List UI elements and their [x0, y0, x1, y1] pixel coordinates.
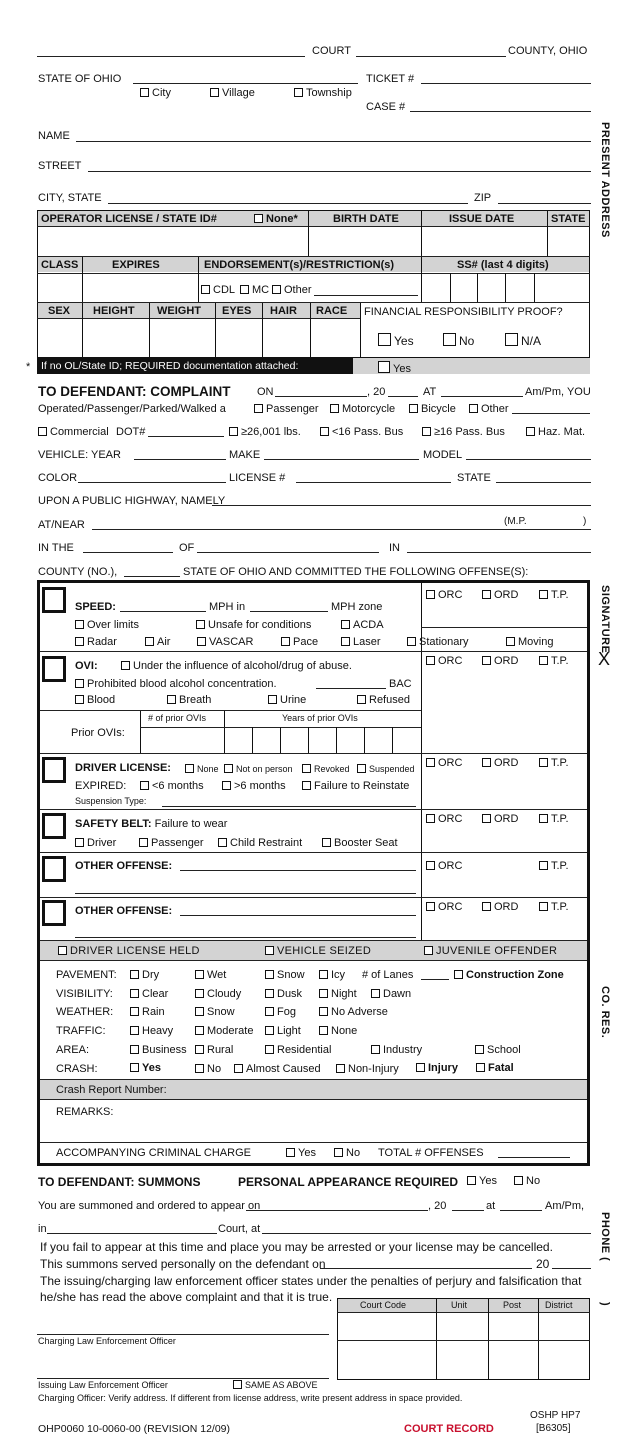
num-prior-label: # of prior OVIs: [148, 713, 207, 723]
safety-belt-box[interactable]: [42, 813, 66, 839]
speed-orc-checkbox[interactable]: ORC: [426, 590, 462, 601]
weather-label: WEATHER:: [56, 1006, 114, 1018]
traffic-none-checkbox[interactable]: None: [319, 1026, 357, 1037]
suspended-checkbox[interactable]: Suspended: [357, 764, 415, 774]
acda-checkbox[interactable]: ACDA: [341, 620, 384, 631]
suspension-type-label: Suspension Type:: [75, 796, 147, 806]
crash-report-label: Crash Report Number:: [56, 1084, 167, 1096]
other-offense-2-label: OTHER OFFENSE:: [75, 905, 173, 917]
pavement-wet-checkbox[interactable]: Wet: [195, 970, 226, 981]
ovi-orc-checkbox[interactable]: ORC: [426, 656, 462, 667]
dusk-checkbox[interactable]: Dusk: [265, 989, 302, 1000]
license-plate-label: LICENSE #: [229, 472, 286, 484]
prohibited-bac-checkbox[interactable]: Prohibited blood alcohol concentration.: [75, 679, 277, 690]
no-adverse-checkbox[interactable]: No Adverse: [319, 1007, 388, 1018]
state-header: STATE: [551, 213, 586, 225]
belt-orc-checkbox[interactable]: ORC: [426, 814, 462, 825]
other1-orc-checkbox[interactable]: ORC: [426, 861, 462, 872]
appearance-no-checkbox[interactable]: No: [514, 1176, 540, 1187]
pace-checkbox[interactable]: Pace: [281, 637, 318, 648]
asterisk: *: [26, 361, 31, 373]
urine-checkbox[interactable]: Urine: [268, 695, 306, 706]
fin-yes-checkbox[interactable]: Yes: [378, 333, 414, 347]
breath-checkbox[interactable]: Breath: [167, 695, 211, 706]
radar-checkbox[interactable]: Radar: [75, 637, 117, 648]
year-label: , 20: [367, 386, 386, 398]
commercial-checkbox[interactable]: Commercial: [38, 427, 109, 438]
hair-header: HAIR: [270, 305, 297, 317]
failure-to-wear-label: Failure to wear: [154, 818, 228, 830]
lt6-checkbox[interactable]: <6 months: [140, 781, 204, 792]
vehicle-seized-checkbox[interactable]: VEHICLE SEIZED: [265, 946, 371, 957]
heavy-checkbox[interactable]: Heavy: [130, 1026, 173, 1037]
dl-none-checkbox[interactable]: None: [185, 764, 219, 774]
under-influence-checkbox[interactable]: Under the influence of alcohol/drug of abuse.: [121, 661, 352, 672]
gvw-checkbox[interactable]: ≥26,001 lbs.: [229, 427, 301, 438]
speed-label: SPEED:: [75, 601, 116, 613]
juvenile-offender-checkbox[interactable]: JUVENILE OFFENDER: [424, 946, 557, 957]
accomp-no-checkbox[interactable]: No: [334, 1148, 360, 1159]
model-label: MODEL: [423, 449, 463, 461]
at-label: AT: [423, 386, 437, 398]
state-label: STATE OF OHIO: [38, 73, 122, 85]
class-header: CLASS: [41, 259, 79, 271]
speed-ord-checkbox[interactable]: ORD: [482, 590, 518, 601]
no-license-banner: If no OL/State ID; REQUIRED documentation attached:: [37, 358, 353, 374]
issuing-officer-label: Issuing Law Enforcement Officer: [38, 1380, 168, 1390]
signature-label: SIGNATURE: [599, 585, 611, 654]
present-address-label: PRESENT ADDRESS: [599, 122, 611, 238]
revoked-checkbox[interactable]: Revoked: [302, 764, 350, 774]
operator-license-header: OPERATOR LICENSE / STATE ID#: [41, 213, 217, 225]
fog-checkbox[interactable]: Fog: [265, 1007, 296, 1018]
total-offenses-label: TOTAL # OFFENSES: [378, 1147, 484, 1159]
summons-year-label: , 20: [428, 1200, 447, 1212]
plate-state-label: STATE: [457, 472, 491, 484]
mph-zone-label: MPH zone: [331, 601, 383, 613]
vascar-checkbox[interactable]: VASCAR: [197, 637, 253, 648]
expires-header: EXPIRES: [112, 259, 160, 271]
summons-in-label: in: [38, 1223, 47, 1235]
cloudy-checkbox[interactable]: Cloudy: [195, 989, 241, 1000]
dl-orc-checkbox[interactable]: ORC: [426, 758, 462, 769]
dl-ord-checkbox[interactable]: ORD: [482, 758, 518, 769]
years-prior-label: Years of prior OVIs: [282, 713, 358, 723]
post-header: Post: [503, 1300, 522, 1310]
mile-post-label: (M.P.: [504, 516, 527, 527]
served-text: This summons served personally on the defendant on: [40, 1257, 326, 1271]
form-code: [B6305]: [536, 1423, 571, 1434]
mc-checkbox[interactable]: MC: [240, 285, 269, 296]
street-label: STREET: [38, 160, 82, 172]
hazmat-checkbox[interactable]: Haz. Mat.: [526, 427, 585, 438]
accompanying-label: ACCOMPANYING CRIMINAL CHARGE: [56, 1147, 251, 1159]
offense-statement: STATE OF OHIO AND COMMITTED THE FOLLOWING OFFENSE(S):: [183, 566, 529, 578]
child-restraint-checkbox[interactable]: Child Restraint: [218, 838, 302, 849]
crash-label: CRASH:: [56, 1063, 98, 1075]
lanes-label: # of Lanes: [362, 969, 414, 981]
crash-no-checkbox[interactable]: No: [195, 1064, 221, 1075]
village-checkbox[interactable]: Village: [210, 88, 255, 99]
speed-box[interactable]: [42, 587, 66, 613]
bicycle-checkbox[interactable]: Bicycle: [409, 404, 456, 415]
name-label: NAME: [38, 130, 70, 142]
passenger-checkbox[interactable]: Passenger: [254, 404, 319, 415]
make-label: MAKE: [229, 449, 261, 461]
complaint-title: TO DEFENDANT: COMPLAINT: [38, 384, 231, 399]
moderate-checkbox[interactable]: Moderate: [195, 1026, 253, 1037]
phone-label: PHONE (: [599, 1212, 611, 1262]
in-the-label: IN THE: [38, 542, 74, 554]
bac-label: BAC: [389, 678, 412, 690]
court-code-header: Court Code: [360, 1300, 407, 1310]
unsafe-checkbox[interactable]: Unsafe for conditions: [196, 620, 311, 631]
motorcycle-checkbox[interactable]: Motorcycle: [330, 404, 395, 415]
dot-label: DOT#: [116, 426, 146, 438]
pavement-label: PAVEMENT:: [56, 969, 117, 981]
oshp-code: OSHP HP7: [530, 1410, 581, 1421]
ss-header: SS# (last 4 digits): [457, 259, 549, 271]
other1-tp-checkbox[interactable]: T.P.: [539, 861, 569, 872]
visibility-label: VISIBILITY:: [56, 988, 113, 1000]
other-endorsement-checkbox[interactable]: Other: [272, 285, 312, 296]
county-label: COUNTY, OHIO: [508, 45, 588, 57]
ovi-label: OVI:: [75, 660, 98, 672]
belt-driver-checkbox[interactable]: Driver: [75, 838, 116, 849]
cdl-checkbox[interactable]: CDL: [201, 285, 235, 296]
fin-na-checkbox[interactable]: N/A: [505, 333, 541, 347]
perjury-text: The issuing/charging law enforcement officer states under the penalties of perjury and falsification that: [40, 1274, 582, 1288]
other2-ord-checkbox[interactable]: ORD: [482, 902, 518, 913]
non-injury-checkbox[interactable]: Non-Injury: [336, 1064, 399, 1075]
co-res-label: CO. RES.: [599, 986, 611, 1039]
financial-responsibility-label: FINANCIAL RESPONSIBILITY PROOF?: [364, 306, 563, 318]
business-checkbox[interactable]: Business: [130, 1045, 187, 1056]
court-label: COURT: [312, 45, 351, 57]
mph-in-label: MPH in: [209, 601, 246, 613]
operated-label: Operated/Passenger/Parked/Walked a: [38, 403, 226, 415]
fatal-checkbox[interactable]: Fatal: [476, 1063, 514, 1074]
personal-appearance-label: PERSONAL APPEARANCE REQUIRED: [238, 1175, 459, 1189]
served-year-label: 20: [536, 1257, 550, 1271]
pavement-icy-checkbox[interactable]: Icy: [319, 970, 345, 981]
driver-license-box[interactable]: [42, 757, 66, 783]
on-label: ON: [257, 386, 274, 398]
same-as-above-checkbox[interactable]: SAME AS ABOVE: [233, 1380, 318, 1390]
laser-checkbox[interactable]: Laser: [341, 637, 381, 648]
rain-checkbox[interactable]: Rain: [130, 1007, 165, 1018]
other-offense-1-box[interactable]: [42, 856, 66, 882]
dl-tp-checkbox[interactable]: T.P.: [539, 758, 569, 769]
over-limits-checkbox[interactable]: Over limits: [75, 620, 139, 631]
endorsements-header: ENDORSEMENT(s)/RESTRICTION(s): [204, 259, 395, 271]
night-checkbox[interactable]: Night: [319, 989, 357, 1000]
color-label: COLOR: [38, 472, 78, 484]
mile-post-close: ): [583, 516, 587, 527]
residential-checkbox[interactable]: Residential: [265, 1045, 331, 1056]
refused-checkbox[interactable]: Refused: [357, 695, 410, 706]
city-state-label: CITY, STATE: [38, 192, 102, 204]
summons-at-label: at: [486, 1200, 496, 1212]
unit-header: Unit: [451, 1300, 468, 1310]
issue-date-header: ISSUE DATE: [449, 213, 515, 225]
documentation-yes-checkbox[interactable]: Yes: [378, 361, 411, 375]
of-label: OF: [179, 542, 195, 554]
industry-checkbox[interactable]: Industry: [371, 1045, 422, 1056]
pavement-snow-checkbox[interactable]: Snow: [265, 970, 305, 981]
lt16-checkbox[interactable]: <16 Pass. Bus: [320, 427, 403, 438]
verify-address-note: Charging Officer: Verify address. If different from license address, write present address in space provided.: [38, 1393, 463, 1403]
signature-x: X: [598, 649, 611, 669]
gt6-checkbox[interactable]: >6 months: [222, 781, 286, 792]
township-checkbox[interactable]: Township: [294, 88, 352, 99]
stationary-checkbox[interactable]: Stationary: [407, 637, 469, 648]
traffic-label: TRAFFIC:: [56, 1025, 106, 1037]
other2-orc-checkbox[interactable]: ORC: [426, 902, 462, 913]
summons-ampm-label: Am/Pm,: [545, 1200, 585, 1212]
accomp-yes-checkbox[interactable]: Yes: [286, 1148, 316, 1159]
expired-label: EXPIRED:: [75, 780, 127, 792]
weight-header: WEIGHT: [157, 305, 201, 317]
county-number-label: COUNTY (NO.),: [38, 566, 118, 578]
other2-tp-checkbox[interactable]: T.P.: [539, 902, 569, 913]
height-header: HEIGHT: [93, 305, 135, 317]
safety-belt-label: SAFETY BELT:: [75, 818, 152, 830]
construction-zone-checkbox[interactable]: Construction Zone: [454, 970, 564, 981]
ticket-label: TICKET #: [366, 73, 415, 85]
almost-caused-checkbox[interactable]: Almost Caused: [234, 1064, 321, 1075]
prior-ovis-label: Prior OVIs:: [71, 727, 125, 739]
ge16-checkbox[interactable]: ≥16 Pass. Bus: [422, 427, 505, 438]
court-record-label: COURT RECORD: [404, 1423, 494, 1435]
belt-tp-checkbox[interactable]: T.P.: [539, 814, 569, 825]
ovi-box[interactable]: [42, 656, 66, 682]
other-offense-2-box[interactable]: [42, 900, 66, 926]
belt-passenger-checkbox[interactable]: Passenger: [139, 838, 204, 849]
dl-label: DRIVER LICENSE:: [75, 762, 171, 774]
crash-yes-checkbox[interactable]: Yes: [130, 1063, 161, 1074]
license-held-checkbox[interactable]: DRIVER LICENSE HELD: [58, 946, 200, 957]
phone-close: ): [599, 1302, 611, 1307]
perjury-text-2: he/she has read the above complaint and that it is true.: [40, 1290, 333, 1304]
moving-checkbox[interactable]: Moving: [506, 637, 553, 648]
sex-header: SEX: [48, 305, 71, 317]
not-on-person-checkbox[interactable]: Not on person: [224, 764, 293, 774]
charging-officer-label: Charging Law Enforcement Officer: [38, 1336, 176, 1346]
remarks-label: REMARKS:: [56, 1106, 114, 1118]
vehicle-year-label: VEHICLE: YEAR: [38, 449, 121, 461]
summons-title: TO DEFENDANT: SUMMONS: [38, 1175, 201, 1189]
injury-checkbox[interactable]: Injury: [416, 1063, 458, 1074]
area-label: AREA:: [56, 1044, 90, 1056]
booster-seat-checkbox[interactable]: Booster Seat: [322, 838, 398, 849]
zip-label: ZIP: [474, 192, 492, 204]
none-checkbox[interactable]: None*: [254, 214, 298, 225]
air-checkbox[interactable]: Air: [145, 637, 170, 648]
other-offense-1-label: OTHER OFFENSE:: [75, 860, 173, 872]
fin-no-checkbox[interactable]: No: [443, 333, 474, 347]
race-header: RACE: [316, 305, 348, 317]
atnear-label: AT/NEAR: [38, 519, 85, 531]
summoned-text: You are summoned and ordered to appear on: [38, 1200, 261, 1212]
highway-label: UPON A PUBLIC HIGHWAY, NAMELY: [38, 495, 226, 507]
appearance-yes-checkbox[interactable]: Yes: [467, 1176, 497, 1187]
blood-checkbox[interactable]: Blood: [75, 695, 115, 706]
weather-snow-checkbox[interactable]: Snow: [195, 1007, 235, 1018]
failure-reinstate-checkbox[interactable]: Failure to Reinstate: [302, 781, 409, 792]
ovi-ord-checkbox[interactable]: ORD: [482, 656, 518, 667]
clear-checkbox[interactable]: Clear: [130, 989, 168, 1000]
court-at-label: Court, at: [218, 1223, 261, 1235]
failure-warning: If you fail to appear at this time and place you may be arrested or your license may be cancelled.: [40, 1240, 553, 1254]
birth-date-header: BIRTH DATE: [333, 213, 399, 225]
ovi-tp-checkbox[interactable]: T.P.: [539, 656, 569, 667]
light-checkbox[interactable]: Light: [265, 1026, 301, 1037]
case-label: CASE #: [366, 101, 406, 113]
belt-ord-checkbox[interactable]: ORD: [482, 814, 518, 825]
in-label: IN: [389, 542, 400, 554]
pavement-dry-checkbox[interactable]: Dry: [130, 970, 159, 981]
other-vehicle-checkbox[interactable]: Other: [469, 404, 509, 415]
district-header: District: [545, 1300, 573, 1310]
rural-checkbox[interactable]: Rural: [195, 1045, 233, 1056]
school-checkbox[interactable]: School: [475, 1045, 521, 1056]
ampm-label: Am/Pm, YOU: [525, 386, 591, 398]
speed-tp-checkbox[interactable]: T.P.: [539, 590, 569, 601]
form-number: OHP0060 10-0060-00 (REVISION 12/09): [38, 1423, 231, 1435]
eyes-header: EYES: [222, 305, 252, 317]
dawn-checkbox[interactable]: Dawn: [371, 989, 411, 1000]
city-checkbox[interactable]: City: [140, 88, 171, 99]
